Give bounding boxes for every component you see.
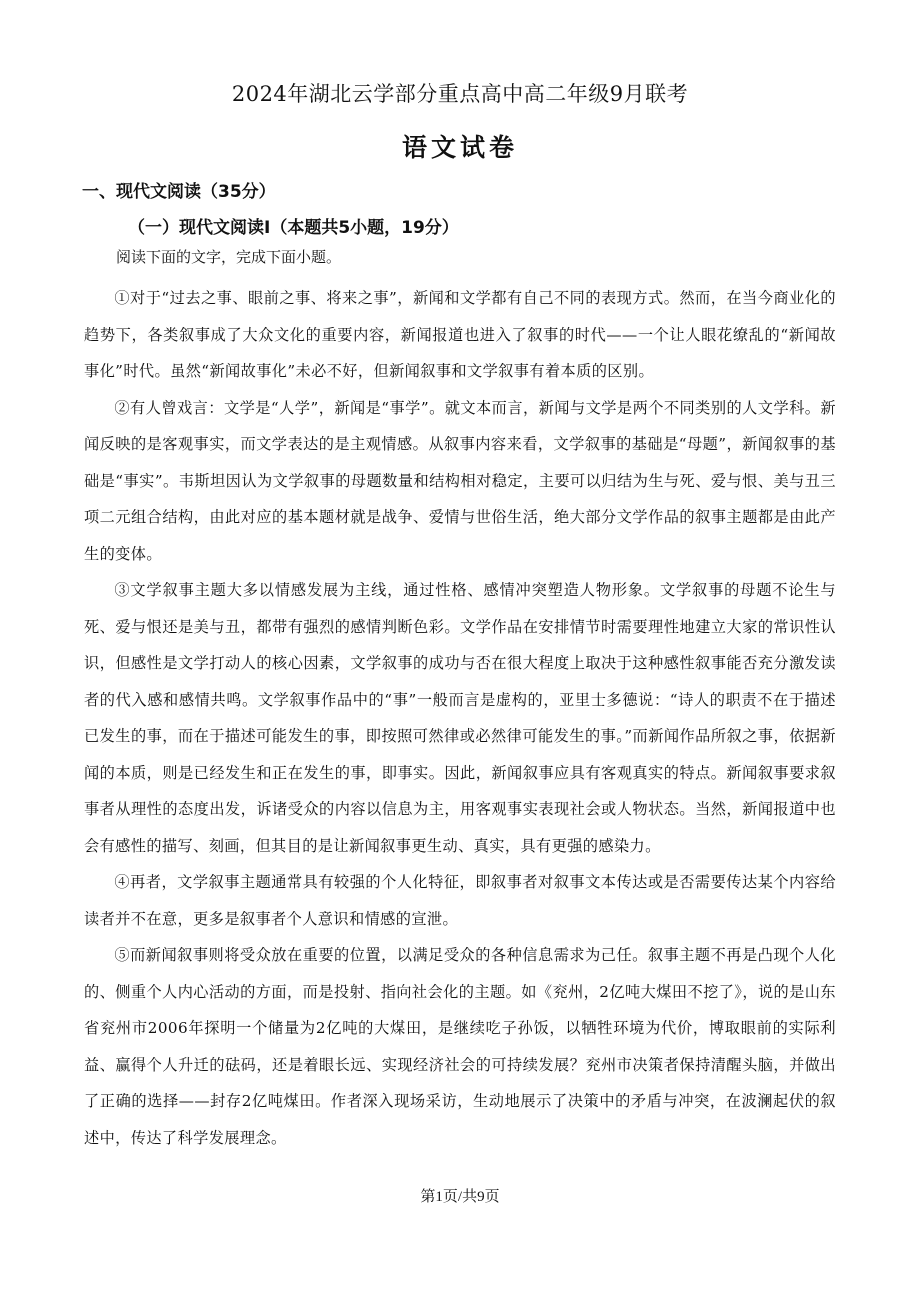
paragraph-5: ⑤而新闻叙事则将受众放在重要的位置，以满足受众的各种信息需求为己任。叙事主题不再是凸现个人化的、侧重个人内心活动的方面，而是投射、指向社会化的主题。如《兖州，2亿吨大煤田不挖了》，说的是山东省兖州市2006年探明一个储量为2亿吨的大煤田，是继续吃子孙饭，以牺牲环境为代价，博取眼前的实际利益、赢得个人升迁的砝码，还是着眼长远、实现经济社会的可持续发展？兖州市决策者保持清醒头脑，并做出了正确的选择——封存2亿吨煤田。作者深入现场采访，生动地展示了决策中的矛盾与冲突，在波澜起伏的叙述中，传达了科学发展理念。: [84, 946, 836, 1147]
paragraph-4: ④再者，文学叙事主题通常具有较强的个人化特征，即叙事者对叙事文本传达或是否需要传达某个内容给读者并不在意，更多是叙事者个人意识和情感的宣泄。: [84, 873, 836, 928]
reading-instruction: 阅读下面的文字，完成下面小题。: [116, 248, 342, 266]
paragraph-3: ③文学叙事主题大多以情感发展为主线，通过性格、感情冲突塑造人物形象。文学叙事的母题不论生与死、爱与恨还是美与丑，都带有强烈的感情判断色彩。文学作品在安排情节时需要理性地建立大家的常识性认识，但感性是文学打动人的核心因素，文学叙事的成功与否在很大程度上取决于这种感性叙事能否充分激发读者的代入感和感情共鸣。文学叙事作品中的“事”一般而言是虚构的，亚里士多德说：“诗人的职责不在于描述已发生的事，而在于描述可能发生的事，即按照可然律或必然律可能发生的事。”而新闻作品所叙之事，依据新闻的本质，则是已经发生和正在发生的事，即事实。因此，新闻叙事应具有客观真实的特点。新闻叙事要求叙事者从理性的态度出发，诉诸受众的内容以信息为主，用客观事实表现社会或人物状态。当然，新闻报道中也会有感性的描写、刻画，但其目的是让新闻叙事更生动、真实，具有更强的感染力。: [84, 581, 836, 855]
subject-title: 语文试卷: [401, 133, 518, 162]
reading-passage: [84, 280, 836, 1156]
subsection-heading: （一）现代文阅读Ⅰ（本题共5小题，19分）: [128, 218, 459, 238]
page-number: 第1页/共9页: [420, 1189, 500, 1205]
exam-title: 2024年湖北云学部分重点高中高二年级9月联考: [231, 82, 689, 106]
paragraph-1: ①对于“过去之事、眼前之事、将来之事”，新闻和文学都有自己不同的表现方式。然而，在当今商业化的趋势下，各类叙事成了大众文化的重要内容，新闻报道也进入了叙事的时代——一个让人眼花缭乱的“新闻故事化”时代。虽然“新闻故事化”未必不好，但新闻叙事和文学叙事有着本质的区别。: [84, 289, 836, 380]
paragraph-2: ②有人曾戏言：文学是“人学”，新闻是“事学”。就文本而言，新闻与文学是两个不同类别的人文学科。新闻反映的是客观事实，而文学表达的是主观情感。从叙事内容来看，文学叙事的基础是“母题”，新闻叙事的基础是“事实”。韦斯坦因认为文学叙事的母题数量和结构相对稳定，主要可以归结为生与死、爱与恨、美与丑三项二元组合结构，由此对应的基本题材就是战争、爱情与世俗生活，绝大部分文学作品的叙事主题都是由此产生的变体。: [84, 398, 836, 563]
section-heading: 一、现代文阅读（35分）: [82, 182, 276, 202]
